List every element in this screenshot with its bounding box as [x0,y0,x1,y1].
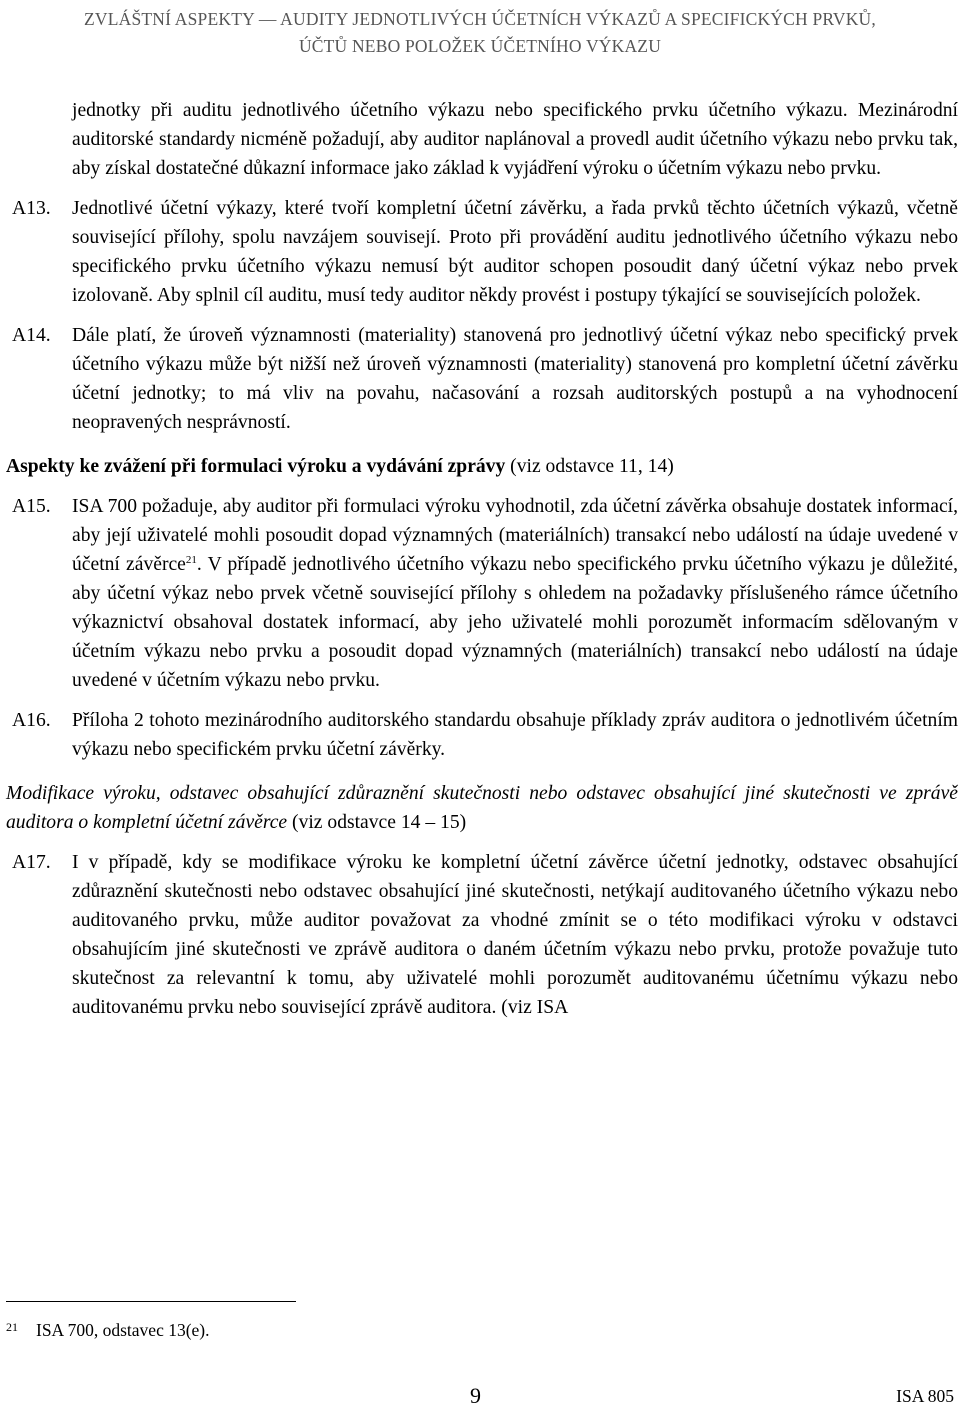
paragraph-number: A13. [12,198,51,219]
paragraph-text: Dále platí, že úroveň významnosti (materiality) stanovená pro jednotlivý účetní výkaz nebo specifický prvek účetního výkazu může být nižší než úroveň významnosti (materiality) stanovená pro kompletní účetní závěrku účetní jednotky; to má vliv na povahu, načasování a rozsah auditorských postupů a na vyhodnocení neopravených nesprávností. [72,325,958,433]
heading-title: Aspekty ke zvážení při formulaci výroku a vydávání zprávy [6,456,506,477]
paragraph-a17 [6,848,958,1022]
heading-reference: (viz odstavce 11, 14) [505,456,674,477]
paragraph-text: Jednotlivé účetní výkazy, které tvoří kompletní účetní závěrku, a řada prvků těchto účetních výkazů, včetně související přílohy, spolu navzájem souvisejí. Proto při provádění auditu jednotlivého účetního výkazu nebo specifického prvku účetního výkazu nemusí být auditor schopen posoudit daný účetní výkaz nebo prvek izolovaně. Aby splnil cíl auditu, musí tedy auditor někdy provést i postupy týkající se souvisejících položek. [72,198,958,306]
footnote [6,1320,210,1341]
section-heading-modifikace [6,779,958,837]
footnote-number: 21 [6,1320,18,1334]
running-header [0,6,960,60]
header-line-2: ÚČTŮ NEBO POLOŽEK ÚČETNÍHO VÝKAZU [298,36,662,56]
paragraph-a16 [6,706,958,764]
heading-reference: (viz odstavce 14 – 15) [287,812,467,833]
paragraph-text-continued: . V případě jednotlivého účetního výkazu nebo specifického prvku účetního výkazu je důležité, aby účetní výkaz nebo prvek včetně související přílohy s ohledem na požadavky příslušeného rámce účetního výkaznictví obsahoval dostatek informací, aby jeho uživatelé mohli porozumět informacím sdělovaným v účetním výkazu nebo prvku a posoudit dopad významných (materiálních) transakcí nebo událostí na údaje uvedené v účetním výkazu nebo prvku. [72,554,958,691]
paragraph-a13 [6,194,958,310]
page-body [6,96,958,1022]
header-line-1: ZVLÁŠTNÍ ASPEKTY — AUDITY JEDNOTLIVÝCH ÚČETNÍCH VÝKAZŮ A SPECIFICKÝCH PRVKŮ, [84,9,876,29]
paragraph-text: Příloha 2 tohoto mezinárodního auditorského standardu obsahuje příklady zpráv auditora o jednotlivém účetním výkazu nebo specifickém prvku účetní závěrky. [72,710,958,760]
paragraph-number: A14. [12,325,51,346]
heading-title: Modifikace výroku, odstavec obsahující zdůraznění skutečnosti nebo odstavec obsahující jiné skutečnosti ve zprávě auditora o kompletní účetní závěrce [6,783,958,833]
paragraph-number: A16. [12,710,51,731]
paragraph-a15 [6,492,958,695]
footnote-reference[interactable]: 21 [185,554,197,566]
page-number: 9 [470,1383,481,1408]
paragraph-number: A15. [12,496,51,517]
paragraph-text: ISA 700 požaduje, aby auditor při formulaci výroku vyhodnotil, zda účetní závěrka obsahuje dostatek informací, aby její uživatelé mohli posoudit dopad významných (materiálních) transakcí nebo událostí na údaje uvedené v účetní závěrce [72,496,958,575]
footnote-text: ISA 700, odstavec 13(e). [36,1320,210,1340]
section-heading-aspekty [6,452,958,481]
continuation-text: jednotky při auditu jednotlivého účetního výkazu nebo specifického prvku účetního výkazu. Mezinárodní auditorské standardy nicméně požadují, aby auditor naplánoval a provedl audit účetního výkazu nebo prvku tak, aby získal dostatečné důkazní informace jako základ k vyjádření výroku o účetním výkazu nebo prvku. [72,100,958,179]
paragraph-number: A17. [12,852,51,873]
document-id: ISA 805 [896,1386,954,1406]
paragraph-text: I v případě, kdy se modifikace výroku ke kompletní účetní závěrce účetní jednotky, odstavec obsahující zdůraznění skutečnosti nebo odstavec obsahující jiné skutečnosti, netýkají auditovaného účetního výkazu nebo auditovaného prvku, může auditor považovat za vhodné zmínit se o této modifikaci výroku v odstavci obsahujícím jiné skutečnosti ve zprávě auditora o daném účetním výkazu nebo prvku, protože považuje tuto skutečnost za relevantní k tomu, aby uživatelé mohli porozumět auditovanému účetnímu výkazu nebo auditovanému prvku nebo související zprávě auditora. (viz ISA [72,852,958,1018]
footnote-separator [6,1301,296,1302]
paragraph-a14 [6,321,958,437]
